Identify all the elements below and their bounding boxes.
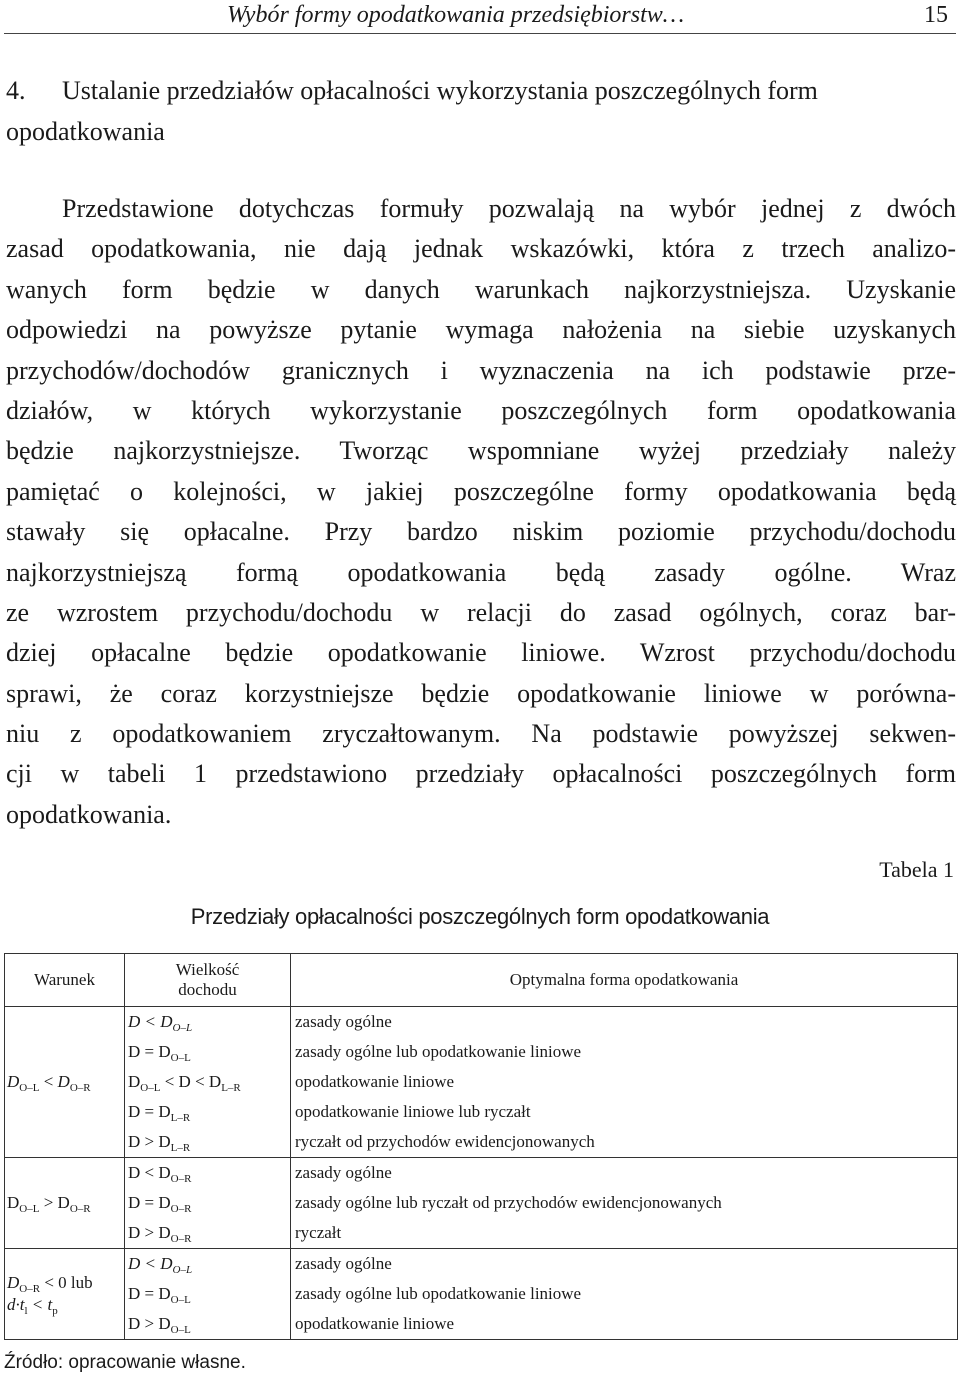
condition-cell [5, 1249, 125, 1340]
income-range-text: D < D [128, 1254, 173, 1273]
income-cell [125, 1007, 291, 1158]
income-range-subscript: O–R [170, 1173, 192, 1185]
header-income-line2: dochodu [178, 980, 237, 999]
optimal-form-cell [291, 1158, 958, 1249]
condition-term: d·t [7, 1295, 25, 1314]
income-range-text: D = D [128, 1193, 171, 1212]
optimal-form-text: zasady ogólne [295, 1163, 392, 1182]
condition-subscript: O–R [19, 1283, 41, 1295]
paragraph-line: odpowiedzi na powyższe pytanie wymaga nałożenia na siebie uzyskanych [6, 315, 956, 345]
income-cell [125, 1249, 291, 1340]
header-rule [4, 33, 956, 34]
header-income [125, 954, 291, 1007]
optimal-form-text: opodatkowanie liniowe [295, 1314, 455, 1333]
condition-cell [5, 1007, 125, 1158]
paragraph-line: opodatkowania. [6, 799, 172, 829]
header-income-line1: Wielkość [175, 960, 240, 979]
income-range-subscript: O–R [170, 1203, 192, 1215]
income-range [125, 1188, 290, 1218]
paragraph-line: niu z opodatkowaniem zryczałtowanym. Na podstawie powyższej sekwen- [6, 719, 956, 749]
paragraph-line: będzie najkorzystniejsze. Tworząc wspomniane wyżej przedziały należy [6, 436, 956, 466]
paragraph-line: przychodów/dochodów granicznych i wyznaczenia na ich podstawie prze- [6, 355, 956, 385]
income-range [125, 1218, 290, 1248]
income-range-subscript: L–R [170, 1142, 191, 1154]
condition-subscript: p [52, 1305, 58, 1317]
income-range [125, 1158, 290, 1188]
optimal-form-text: zasady ogólne [295, 1012, 392, 1031]
condition-symbol: D [57, 1072, 70, 1091]
condition-operator: > [39, 1193, 58, 1212]
table-group-row [5, 1158, 958, 1249]
condition-symbol: D [7, 1273, 20, 1292]
section-heading [6, 70, 956, 152]
income-range-subscript: L–R [221, 1082, 241, 1094]
income-range [125, 1097, 290, 1127]
optimal-form-text: zasady ogólne [295, 1254, 392, 1273]
income-range-subscript: O–L [170, 1324, 191, 1336]
paragraph-line: ze wzrostem przychodu/dochodu w relacji do zasad ogólnych, coraz bar- [6, 597, 956, 627]
table-group-row [5, 1007, 958, 1158]
income-range-subscript: O–L [170, 1052, 191, 1064]
paragraph-line: dziej opłacalne będzie opodatkowanie liniowe. Wzrost przychodu/dochodu [6, 638, 956, 668]
paragraph-line: cji w tabeli 1 przedstawiono przedziały opłacalności poszczególnych form [6, 759, 956, 789]
optimal-form-text: zasady ogólne lub opodatkowanie liniowe [295, 1042, 582, 1061]
condition-subscript: l [24, 1305, 28, 1317]
income-range-text: D < D [128, 1012, 173, 1031]
optimal-form-text: ryczałt od przychodów ewidencjonowanych [295, 1132, 595, 1151]
income-range [125, 1127, 290, 1157]
table-header-row [5, 954, 958, 1007]
paragraph-line: zasad opodatkowania, nie dają jednak wskazówki, która z trzech analizo- [6, 234, 956, 264]
optimal-form-text: ryczałt [295, 1223, 342, 1242]
paragraph-line: Przedstawione dotychczas formuły pozwalają na wybór jednej z dwóch [62, 194, 956, 223]
optimal-form-text: zasady ogólne lub opodatkowanie liniowe [295, 1284, 582, 1303]
paragraph-line: stawały się opłacalne. Przy bardzo niskim poziomie przychodu/dochodu [6, 517, 956, 547]
income-range [125, 1067, 290, 1097]
header-condition: Warunek [5, 954, 125, 1007]
condition-subscript: O–R [69, 1203, 91, 1215]
income-range-subscript: O–L [170, 1294, 191, 1306]
section-number: 4. [6, 76, 26, 105]
optimal-form-text: opodatkowanie liniowe [295, 1072, 455, 1091]
income-range-text: D > D [128, 1314, 171, 1333]
section-title: Ustalanie przedziałów opłacalności wykorzystania poszczególnych form opodatkowania [6, 76, 818, 146]
table-title: Przedziały opłacalności poszczególnych form opodatkowania [190, 904, 770, 929]
income-range [125, 1007, 290, 1037]
condition-subscript: O–L [19, 1203, 40, 1215]
income-range-subscript: L–R [170, 1112, 191, 1124]
condition-subscript: O–R [69, 1082, 91, 1094]
income-range-text: D [128, 1072, 141, 1091]
optimal-form-cell [291, 1249, 958, 1340]
condition-term: < t [27, 1295, 53, 1314]
income-range [125, 1279, 290, 1309]
paragraph-line: wanych form będzie w danych warunkach najkorzystniejsza. Uzyskanie [6, 274, 956, 304]
income-range [125, 1249, 290, 1279]
table-group-row [5, 1249, 958, 1340]
optimal-form-text: opodatkowanie liniowe lub ryczałt [295, 1102, 531, 1121]
table-source: Źródło: opracowanie własne. [4, 1352, 246, 1373]
income-range-text: D = D [128, 1102, 171, 1121]
income-range-text: D < D [128, 1163, 171, 1182]
income-range-text: D > D [128, 1132, 171, 1151]
income-range-text: D > D [128, 1223, 171, 1242]
condition-symbol: D [7, 1193, 20, 1212]
condition-cell [5, 1158, 125, 1249]
body-paragraph [6, 189, 956, 835]
running-header-title: Wybór formy opodatkowania przedsiębiorstw… [227, 2, 685, 28]
paragraph-line: sprawi, że coraz korzystniejsze będzie opodatkowanie liniowe w porówna- [6, 678, 956, 708]
optimal-form-text: zasady ogólne lub ryczałt od przychodów ewidencjonowanych [295, 1193, 722, 1212]
condition-operator: < 0 lub [40, 1273, 93, 1292]
income-range-subscript: O–L [172, 1264, 193, 1276]
income-range [125, 1037, 290, 1067]
income-range-subscript: O–R [170, 1233, 192, 1245]
income-range-text: < D < D [160, 1072, 222, 1091]
header-optimal-form: Optymalna forma opodatkowania [291, 954, 958, 1007]
table-label: Tabela 1 [879, 857, 954, 882]
condition-symbol: D [57, 1193, 70, 1212]
condition-operator: < [39, 1072, 58, 1091]
income-cell [125, 1158, 291, 1249]
optimal-form-cell [291, 1007, 958, 1158]
income-range-subscript: O–L [172, 1022, 193, 1034]
condition-subscript: O–L [19, 1082, 40, 1094]
condition-symbol: D [7, 1072, 20, 1091]
income-range-text: D = D [128, 1042, 171, 1061]
page-number: 15 [924, 2, 948, 28]
paragraph-line: najkorzystniejszą formą opodatkowania będą zasady ogólne. Wraz [6, 557, 956, 587]
tax-intervals-table [4, 953, 958, 1340]
paragraph-line: pamiętać o kolejności, w jakiej poszczególne formy opodatkowania będą [6, 476, 956, 506]
paragraph-line: działów, w których wykorzystanie poszczególnych form opodatkowania [6, 395, 956, 425]
income-range-subscript: O–L [140, 1082, 161, 1094]
income-range-text: D = D [128, 1284, 171, 1303]
income-range [125, 1309, 290, 1339]
